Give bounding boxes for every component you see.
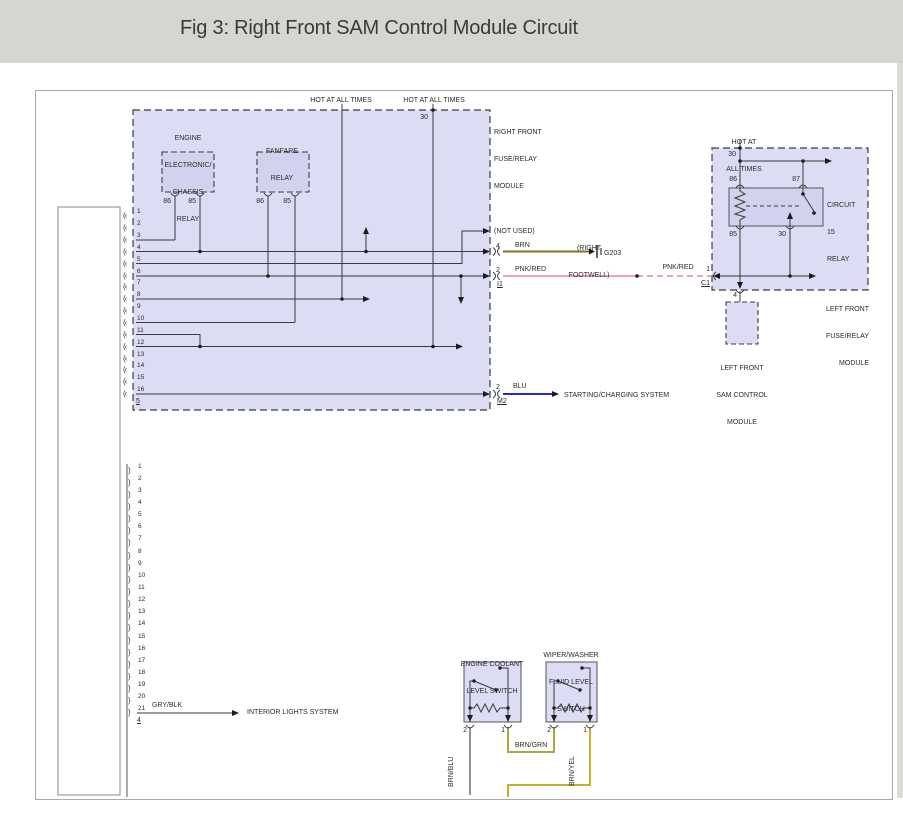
lf-pin-4: 4 bbox=[733, 292, 737, 299]
pin-socket-icon: ) bbox=[128, 562, 130, 572]
pin-socket-icon: ) bbox=[128, 465, 130, 475]
connector-pin: ) 3 bbox=[128, 486, 142, 499]
connector-pin: (‹ 6 bbox=[123, 267, 141, 280]
lf-pin-86: 86 bbox=[729, 176, 737, 183]
pin-socket-icon: (‹ bbox=[123, 329, 127, 339]
connector-pin: (‹ 16 bbox=[123, 386, 145, 399]
pin-socket-icon: (‹ bbox=[123, 318, 127, 328]
connector-5 bbox=[123, 210, 144, 400]
connector-pin: (‹ 5 bbox=[123, 255, 141, 268]
connector-4-id: 4 bbox=[137, 717, 141, 724]
brn-wire-label: BRN bbox=[515, 242, 530, 249]
page-title: Fig 3: Right Front SAM Control Module Circuit bbox=[180, 17, 578, 39]
pin-socket-icon: ) bbox=[128, 586, 130, 596]
hot-at-all-times-2: HOT AT ALL TIMES bbox=[403, 97, 465, 104]
right-front-module-label: RIGHT FRONT FUSE/RELAY MODULE bbox=[494, 129, 542, 190]
connector-pin: (‹ 1 bbox=[123, 208, 141, 221]
connector-pin: ) 5 bbox=[128, 511, 142, 524]
lf-pin-1: 1 bbox=[706, 266, 710, 273]
harness-box bbox=[58, 207, 120, 795]
gry-wire-label: GRY/BLK bbox=[152, 702, 183, 709]
hot-at-all-times-1: HOT AT ALL TIMES bbox=[310, 97, 372, 104]
connector-5-id: 5 bbox=[136, 398, 140, 405]
connector-pin: (‹ 12 bbox=[123, 338, 145, 351]
pin-socket-icon: (‹ bbox=[123, 211, 127, 221]
not-used-label: (NOT USED) bbox=[494, 228, 535, 235]
connector-pin: ) 15 bbox=[128, 632, 146, 645]
lf-connector-c1: C1 bbox=[701, 280, 710, 287]
pin-socket-icon: (‹ bbox=[123, 246, 127, 256]
pin-socket-icon: ) bbox=[128, 477, 130, 487]
starting-charging-label: STARTING/CHARGING SYSTEM bbox=[564, 392, 670, 399]
connector-pin: ) 17 bbox=[128, 656, 146, 669]
ground-g203-label: G203 bbox=[604, 250, 622, 257]
pin-socket-icon: ) bbox=[128, 574, 130, 584]
pin-socket-icon: ) bbox=[128, 611, 130, 621]
circuit15-relay-box bbox=[729, 188, 823, 226]
connector-4 bbox=[128, 464, 145, 719]
washer-pin-2: 2 bbox=[547, 727, 551, 734]
washer-pin-1: 1 bbox=[583, 727, 587, 734]
coolant-pin-2: 2 bbox=[463, 727, 467, 734]
connector-pin: ) 4 bbox=[128, 498, 142, 511]
connector-pin: ) 11 bbox=[128, 583, 145, 596]
connector-pin: ) 8 bbox=[128, 547, 142, 560]
connector-pin: ) 2 bbox=[128, 474, 142, 487]
connector-pin: ) 13 bbox=[128, 608, 146, 621]
fanfare-pin-85: 85 bbox=[283, 198, 291, 205]
connector-pin: (‹ 3 bbox=[123, 232, 141, 245]
pin-socket-icon: (‹ bbox=[123, 258, 127, 268]
brn-grn-wire-label: BRN/GRN bbox=[514, 742, 548, 749]
pin-socket-icon: ) bbox=[128, 696, 130, 706]
connector-pin: (‹ 14 bbox=[123, 362, 145, 375]
brn-blu-wire-label: BRN/BLU bbox=[448, 756, 455, 787]
ground-location-label: (RIGHT FOOTWELL) bbox=[568, 245, 610, 279]
blu-connector-id: M2 bbox=[497, 398, 507, 405]
connector-pin: (‹ 2 bbox=[123, 220, 141, 233]
fanfare-relay-label: FANFARE RELAY bbox=[266, 148, 298, 182]
pin-socket-icon: ) bbox=[128, 708, 130, 718]
coolant-pin-1: 1 bbox=[501, 727, 505, 734]
washer-switch-label: WIPER/WASHER FLUID LEVEL SWITCH bbox=[543, 652, 599, 713]
connector-pin: (‹ 8 bbox=[123, 291, 141, 304]
connector-pin: ) 21 bbox=[128, 705, 146, 718]
connector-pin: ) 20 bbox=[128, 693, 146, 706]
interior-lights-label: INTERIOR LIGHTS SYSTEM bbox=[247, 709, 339, 716]
connector-pin: ) 14 bbox=[128, 620, 146, 633]
lf-pin-87: 87 bbox=[792, 176, 800, 183]
pin-socket-icon: ) bbox=[128, 489, 130, 499]
connector-pin: ) 1 bbox=[128, 462, 142, 475]
connector-pin: ) 9 bbox=[128, 559, 142, 572]
pin-socket-icon: ) bbox=[128, 514, 130, 524]
connector-pin: ) 7 bbox=[128, 535, 142, 548]
connector-pin: (‹ 9 bbox=[123, 303, 141, 316]
pin-30-label: 30 bbox=[420, 114, 428, 121]
connector-pin: ) 18 bbox=[128, 668, 146, 681]
left-sam-box bbox=[726, 302, 758, 344]
pin-socket-icon: ) bbox=[128, 538, 130, 548]
pin-socket-icon: (‹ bbox=[123, 270, 127, 280]
connector-pin: ) 12 bbox=[128, 596, 146, 609]
connector-pin: (‹ 15 bbox=[123, 374, 145, 387]
pin-socket-icon: (‹ bbox=[123, 306, 127, 316]
connector-pin: ) 19 bbox=[128, 681, 146, 694]
pnk-connector-id: I1 bbox=[497, 281, 503, 288]
pin-socket-icon: ) bbox=[128, 647, 130, 657]
pin-socket-icon: (‹ bbox=[123, 353, 127, 363]
pin-socket-icon: ) bbox=[128, 659, 130, 669]
pin-socket-icon: (‹ bbox=[123, 365, 127, 375]
engine-pin-86: 86 bbox=[163, 198, 171, 205]
engine-pin-85: 85 bbox=[188, 198, 196, 205]
hot-at-all-times-right: HOT AT ALL TIMES bbox=[726, 139, 762, 173]
pin-socket-icon: (‹ bbox=[123, 282, 127, 292]
engine-relay-label: ENGINE ELECTRONIC/ CHASSIS RELAY bbox=[164, 135, 212, 223]
pin-socket-icon: ) bbox=[128, 671, 130, 681]
connector-pin: (‹ 4 bbox=[123, 243, 141, 256]
pin-socket-icon: (‹ bbox=[123, 377, 127, 387]
left-sam-module-label: LEFT FRONT SAM CONTROL MODULE bbox=[716, 365, 768, 426]
pin-socket-icon: ) bbox=[128, 635, 130, 645]
pin-socket-icon: ) bbox=[128, 684, 130, 694]
pin-socket-icon: (‹ bbox=[123, 235, 127, 245]
connector-pin: (‹ 10 bbox=[123, 315, 145, 328]
pin-socket-icon: (‹ bbox=[123, 341, 127, 351]
connector-pin: ) 6 bbox=[128, 523, 142, 536]
pnk-wire-label-2: PNK/RED bbox=[662, 264, 694, 271]
pnk-pin: 2 bbox=[496, 267, 500, 274]
pin-socket-icon: ) bbox=[128, 550, 130, 560]
brn-pin: 4 bbox=[496, 243, 500, 250]
pin-socket-icon: (‹ bbox=[123, 389, 127, 399]
coolant-switch-label: ENGINE COOLANT LEVEL SWITCH bbox=[460, 661, 524, 695]
blu-wire-label: BLU bbox=[513, 383, 527, 390]
pnk-wire-label: PNK/RED bbox=[515, 266, 547, 273]
left-front-module-label: LEFT FRONT FUSE/RELAY MODULE bbox=[825, 306, 869, 367]
connector-pin: (‹ 7 bbox=[123, 279, 141, 292]
fanfare-pin-86: 86 bbox=[256, 198, 264, 205]
lf-pin-30-bottom: 30 bbox=[778, 231, 786, 238]
wire-brn-yel bbox=[508, 727, 590, 797]
pin-socket-icon: ) bbox=[128, 526, 130, 536]
connector-pin: (‹ 13 bbox=[123, 350, 145, 363]
lf-pin-85: 85 bbox=[729, 231, 737, 238]
pin-socket-icon: ) bbox=[128, 623, 130, 633]
connector-pin: (‹ 11 bbox=[123, 326, 144, 339]
pin-socket-icon: (‹ bbox=[123, 223, 127, 233]
pin-socket-icon: ) bbox=[128, 501, 130, 511]
circuit-15-relay-label: CIRCUIT 15 RELAY bbox=[827, 202, 856, 263]
connector-pin: ) 16 bbox=[128, 644, 146, 657]
blu-pin: 2 bbox=[496, 384, 500, 391]
connector-pin: ) 10 bbox=[128, 571, 146, 584]
pin-socket-icon: ) bbox=[128, 599, 130, 609]
pin-socket-icon: (‹ bbox=[123, 294, 127, 304]
lf-pin-30-top: 30 bbox=[728, 151, 736, 158]
brn-yel-wire-label: BRN/YEL bbox=[569, 756, 576, 786]
